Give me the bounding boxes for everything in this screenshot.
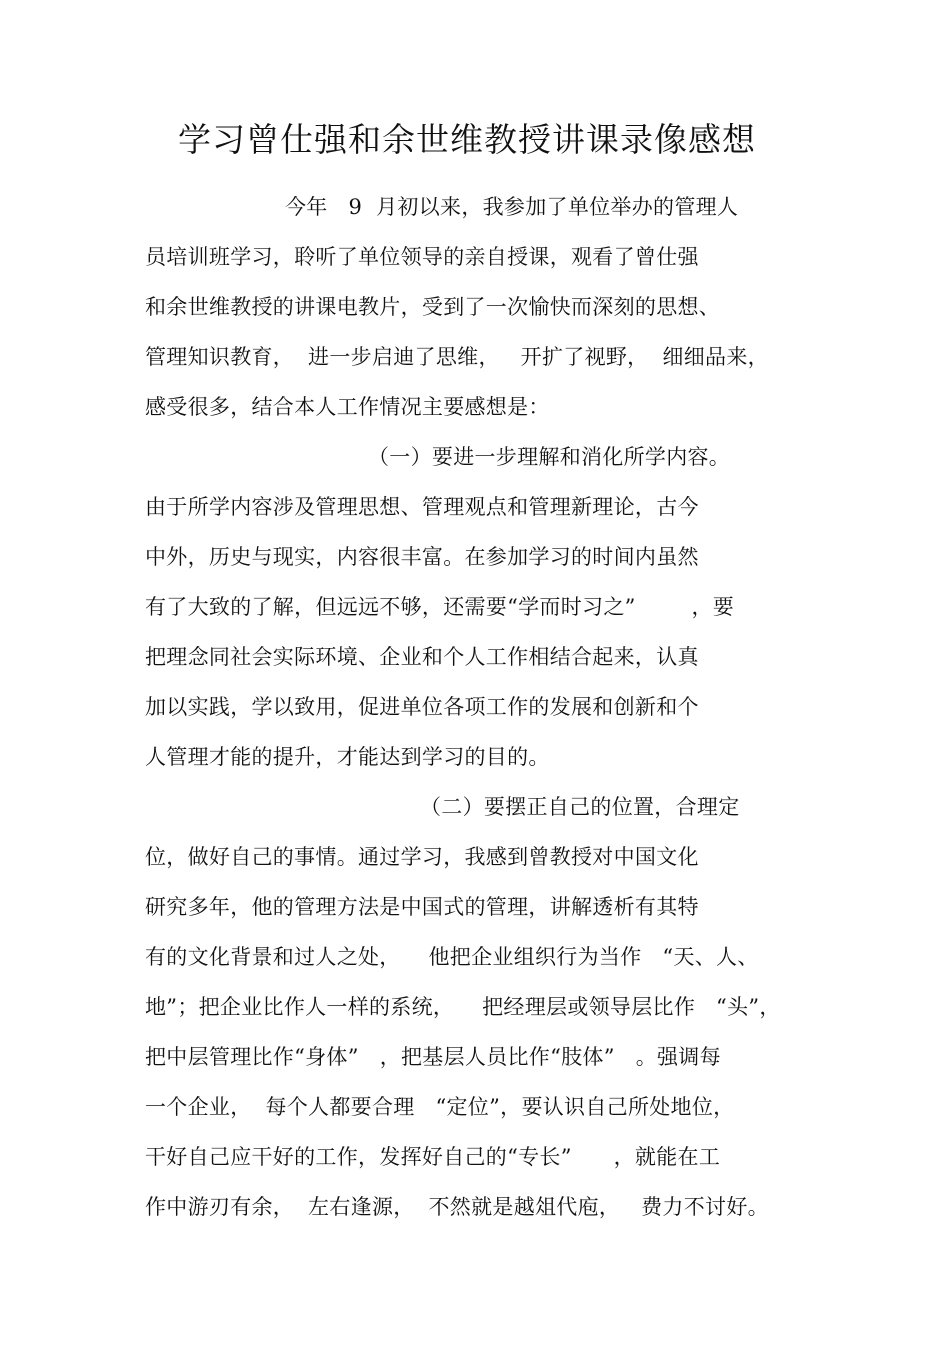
paragraph-line: 中外，历史与现实，内容很丰富。在参加学习的时间内虽然: [145, 545, 699, 569]
paragraph-line: 把理念同社会实际环境、企业和个人工作相结合起来，认真: [145, 645, 699, 669]
paragraph-line: 一个企业， 每个人都要合理 “定位”，要认识自己所处地位，: [145, 1095, 735, 1119]
paragraph-line: 有的文化背景和过人之处， 他把企业组织行为当作 “天、人、: [145, 945, 759, 969]
paragraph-line: 干好自己应干好的工作，发挥好自己的“专长” ，就能在工: [145, 1145, 721, 1169]
section-heading: （二）要摆正自己的位置，合理定: [420, 795, 740, 819]
paragraph-line: 加以实践，学以致用，促进单位各项工作的发展和创新和个: [145, 695, 699, 719]
paragraph-line: 人管理才能的提升，才能达到学习的目的。: [145, 745, 550, 769]
paragraph-line: 管理知识教育， 进一步启迪了思维， 开扩了视野， 细细品来，: [145, 345, 769, 369]
paragraph-line: 员培训班学习，聆听了单位领导的亲自授课，观看了曾仕强: [145, 245, 699, 269]
paragraph-line: 地”；把企业比作人一样的系统， 把经理层或领导层比作 “头”，: [145, 995, 781, 1019]
paragraph-line: 有了大致的了解，但远远不够，还需要“学而时习之” ，要: [145, 595, 735, 619]
paragraph-line: 作中游刃有余， 左右逢源， 不然就是越俎代庖， 费力不讨好。: [145, 1195, 769, 1219]
paragraph-line: 感受很多，结合本人工作情况主要感想是：: [145, 395, 550, 419]
paragraph-line: 位，做好自己的事情。通过学习，我感到曾教授对中国文化: [145, 845, 699, 869]
document-title: 学习曾仕强和余世维教授讲课录像感想: [178, 120, 756, 159]
paragraph-line: 把中层管理比作“身体” ，把基层人员比作“肢体” 。强调每: [145, 1045, 721, 1069]
paragraph-line: 由于所学内容涉及管理思想、管理观点和管理新理论，古今: [145, 495, 699, 519]
paragraph-line: 和余世维教授的讲课电教片，受到了一次愉快而深刻的思想、: [145, 295, 721, 319]
section-heading: （一）要进一步理解和消化所学内容。: [368, 445, 731, 469]
paragraph-line: 研究多年，他的管理方法是中国式的管理，讲解透析有其特: [145, 895, 699, 919]
paragraph-line: 今年 9 月初以来，我参加了单位举办的管理人: [285, 195, 739, 219]
